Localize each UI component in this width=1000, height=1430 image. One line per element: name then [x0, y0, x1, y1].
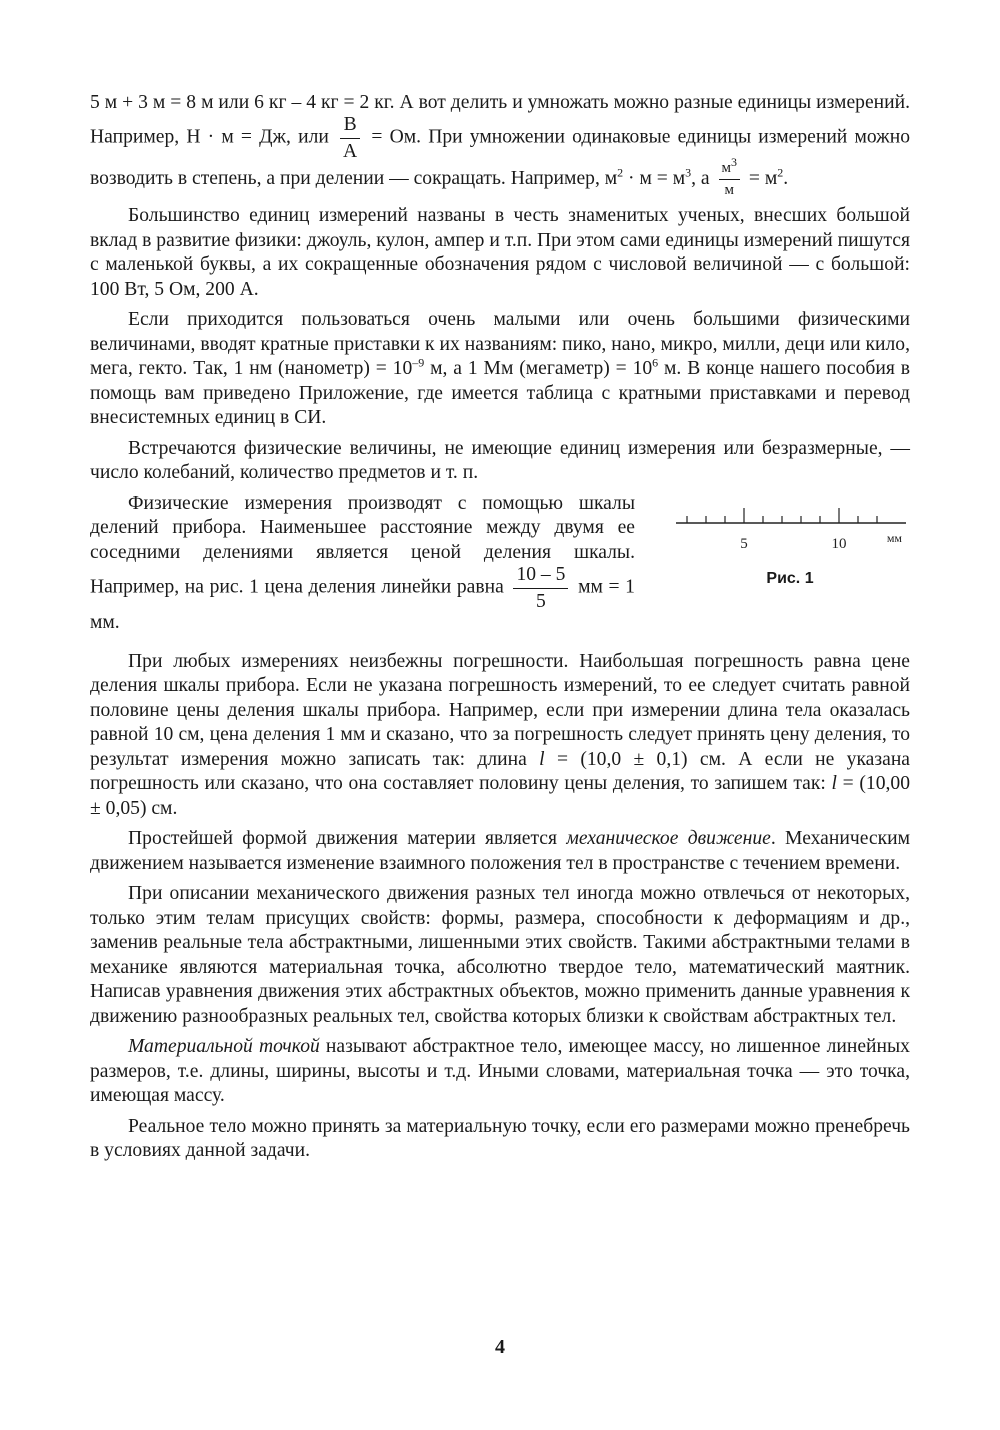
text: Если приходится пользоваться очень малыми или очень большими физическими величинами, вводят кратные приставки к их названиям: пико, нано, микро, милли, деци или кило, мега, гекто. Так, 1 нм (нанометр) = 10 [90, 309, 910, 380]
text: Физические измерения производят с помощью шкалы делений прибора. Наименьшее расстояние между двумя ее соседними делениями является ценой деления шкалы. Например, на рис. 1 цена деления линейки равна [90, 492, 635, 598]
tick-label-10: 10 [831, 535, 847, 552]
paragraph-real-body: Реальное тело можно принять за материальную точку, если его размерами можно пренебречь в условиях данной задачи. [90, 1115, 910, 1162]
fraction-denominator: м [724, 182, 735, 199]
fraction-division [513, 565, 568, 611]
exponent: 2 [617, 165, 624, 180]
text: = м [748, 168, 778, 190]
ruler-diagram [670, 502, 910, 552]
paragraph-named-units: Большинство единиц измерений названы в честь знаменитых ученых, внесших большой вклад в развитие физики: джоуль, кулон, ампер и т.п. При этом сами единицы измерений пишутся с маленькой буквы, а их сокращенные обозначения рядом с числовой величиной — с большой: 100 Вт, 5 Ом, 200 А. [90, 205, 910, 300]
exponent: 6 [652, 355, 659, 370]
variable-l: l [831, 773, 837, 795]
exponent: 3 [731, 155, 738, 170]
text: = (10,0 ± 0,1) см. А если не указана погрешность или сказано, что она составляет половину цены деления, то запишем так: [90, 748, 910, 795]
text: , а [691, 168, 710, 190]
emphasis: Материальной точкой [128, 1036, 320, 1058]
text: м. В конце нашего пособия в помощь вам приведено Приложение, где имеется таблица с кратными приставками и перевод внесистемных единиц в СИ. [90, 358, 911, 429]
paragraph-abstract-bodies: При описании механического движения разных тел иногда можно отвлечься от некоторых, только этим телам присущих свойств: формы, размера, способности к деформациям и др., заменив реальные тела абстрактными, лишенными этих свойств. Такими абстрактными телами в механике являются материальная точка, абсолютно твердое тело, математический маятник. Написав уравнения движения этих абстрактных объектов, можно применить данные уравнения к движению разнообразных реальных тел, свойства которых близки к свойствам абстрактных тел. [90, 883, 910, 1027]
page-body [90, 90, 910, 1170]
tick-label-5: 5 [740, 535, 748, 552]
text: = (10,00 ± 0,05) см. [90, 773, 910, 819]
text: = Ом. При умножении одинаковые единицы измерений можно возводить в степень, а при делении — сокращать. Например, м [90, 126, 910, 190]
paragraph-mechanical-motion [90, 827, 910, 876]
paragraph-errors [90, 650, 910, 822]
figure-1 [670, 492, 910, 591]
text: Простейшей формой движения материи является [128, 828, 567, 850]
text: называют абстрактное тело, имеющее массу, но лишенное линейных размеров, т.е. длины, ширины, высоты и т.д. Иными словами, материальная точка — это точка, имеющая массу. [90, 1036, 910, 1107]
fraction-numerator: 10 – 5 [513, 565, 568, 589]
text: · м = м [623, 168, 686, 190]
paragraph-units-arithmetic [90, 90, 910, 198]
paragraph-material-point [90, 1035, 910, 1109]
exponent: 3 [685, 165, 692, 180]
text: . Механическим движением называется изменение взаимного положения тел в пространстве с течением времени. [90, 828, 910, 874]
fraction-denominator: А [343, 140, 358, 162]
variable-l: l [539, 748, 545, 770]
page-number: 4 [495, 1336, 505, 1358]
text: При любых измерениях неизбежны погрешности. Наибольшая погрешность равна цене деления шкалы прибора. Если не указана погрешность измерений, то ее следует считать равной половине цены деления шкалы прибора. Например, если при измерении длина тела оказалась равной 10 см, цена деления 1 мм и сказано, что за погрешность следует принять цену деления, то результат измерения можно записать так: длина [90, 650, 910, 770]
fraction-meter [719, 155, 741, 199]
text: мм = 1 мм. [90, 576, 635, 634]
exponent: –9 [412, 355, 425, 370]
fraction-numerator: В [340, 115, 360, 139]
text: . [783, 168, 789, 190]
scale-section [90, 492, 910, 636]
fraction-volt-ampere [340, 115, 360, 161]
text: 5 м + 3 м = 8 м или 6 кг – 4 кг = 2 кг. А вот делить и умножать можно разные единицы измерений. Например, Н · м = Дж, или [90, 92, 910, 148]
ruler-ticks [687, 508, 877, 523]
exponent: 2 [777, 165, 784, 180]
figure-caption: Рис. 1 [766, 569, 814, 587]
text: м, а 1 Мм (мегаметр) = 10 [424, 358, 653, 380]
paragraph-dimensionless: Встречаются физические величины, не имеющие единиц измерения или безразмерные, — число колебаний, количество предметов и т. п. [90, 437, 910, 484]
unit-label: мм [886, 530, 902, 545]
fraction-numerator-text: м [721, 160, 732, 177]
fraction-numerator [719, 155, 741, 180]
paragraph-prefixes [90, 308, 910, 431]
fraction-denominator: 5 [536, 590, 546, 612]
paragraph-scale-division [90, 492, 635, 636]
emphasis: механическое движение [566, 828, 771, 850]
